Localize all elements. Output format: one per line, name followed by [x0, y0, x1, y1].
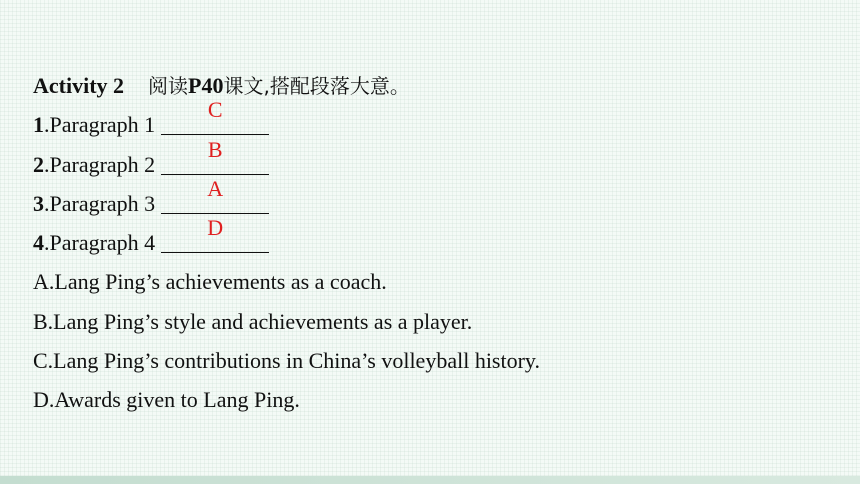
matching-number: 1 [33, 112, 44, 137]
option-c: C.Lang Ping’s contributions in China’s volleyball history. [33, 348, 540, 373]
matching-label: .Paragraph 1 [44, 112, 156, 137]
matching-item-2 [33, 137, 269, 180]
footer-bar [0, 476, 860, 484]
matching-item-4 [33, 215, 269, 258]
activity-instruction-suffix: 课文,搭配段落大意。 [223, 74, 410, 98]
option-d: D.Awards given to Lang Ping. [33, 387, 300, 412]
matching-number: 2 [33, 152, 44, 177]
matching-label: .Paragraph 4 [44, 230, 156, 255]
option-a: A.Lang Ping’s achievements as a coach. [33, 269, 387, 294]
answer-blank [161, 215, 269, 253]
matching-label: .Paragraph 2 [44, 152, 156, 177]
activity-instruction-page: P40 [188, 73, 224, 98]
matching-number: 3 [33, 191, 44, 216]
answer-letter: B [207, 137, 223, 162]
matching-label: .Paragraph 3 [44, 191, 156, 216]
answer-blank [161, 97, 269, 135]
answer-letter: D [207, 215, 224, 240]
matching-item-1 [33, 97, 269, 140]
answer-letter: A [207, 176, 224, 201]
answer-letter: C [207, 97, 223, 122]
answer-blank [161, 176, 269, 214]
matching-number: 4 [33, 230, 44, 255]
option-b: B.Lang Ping’s style and achievements as a player. [33, 309, 473, 334]
answer-blank [161, 137, 269, 175]
activity-label: Activity 2 [33, 73, 125, 98]
activity-instruction-prefix: 阅读 [148, 74, 189, 98]
matching-item-3 [33, 176, 269, 219]
